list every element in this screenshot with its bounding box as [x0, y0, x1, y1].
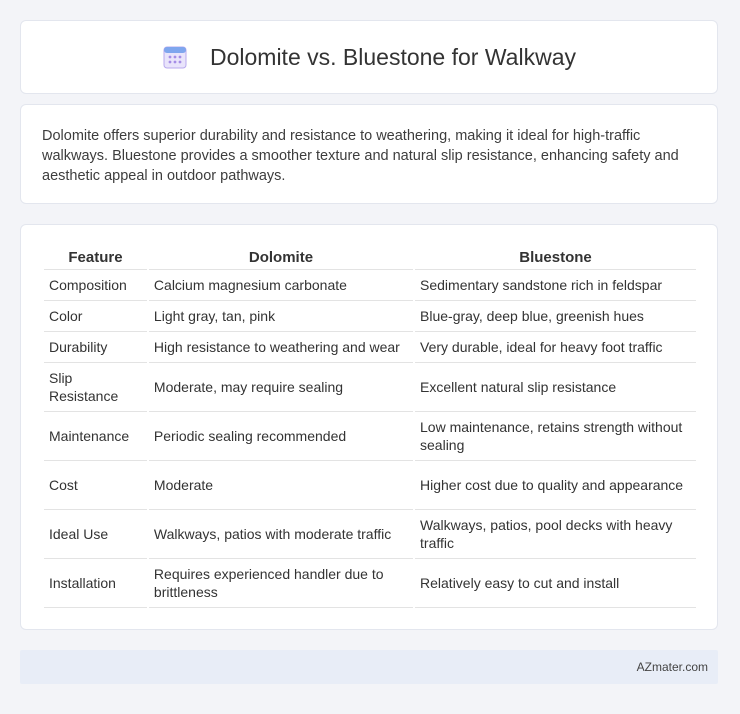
footer — [20, 650, 718, 684]
table-row — [44, 559, 696, 608]
feature-cell: Ideal Use — [44, 510, 147, 559]
feature-cell: Color — [44, 301, 147, 332]
feature-cell: Composition — [44, 270, 147, 301]
table-row — [44, 270, 696, 301]
table-header-row — [44, 243, 696, 270]
intro-card — [20, 104, 718, 204]
table-row — [44, 363, 696, 412]
table-row — [44, 412, 696, 461]
bluestone-cell: Higher cost due to quality and appearance — [415, 461, 696, 510]
table-row — [44, 301, 696, 332]
bluestone-cell: Low maintenance, retains strength without sealing — [415, 412, 696, 461]
table-row — [44, 461, 696, 510]
feature-cell: Durability — [44, 332, 147, 363]
feature-cell: Slip Resistance — [44, 363, 147, 412]
title-card — [20, 20, 718, 94]
calendar-icon — [162, 44, 188, 70]
dolomite-cell: Calcium magnesium carbonate — [149, 270, 413, 301]
bluestone-cell: Very durable, ideal for heavy foot traffic — [415, 332, 696, 363]
comparison-table — [42, 243, 698, 608]
header-dolomite: Dolomite — [149, 243, 413, 270]
feature-cell: Installation — [44, 559, 147, 608]
dolomite-cell: High resistance to weathering and wear — [149, 332, 413, 363]
header-bluestone: Bluestone — [415, 243, 696, 270]
feature-cell: Cost — [44, 461, 147, 510]
dolomite-cell: Periodic sealing recommended — [149, 412, 413, 461]
table-row — [44, 510, 696, 559]
dolomite-cell: Moderate, may require sealing — [149, 363, 413, 412]
dolomite-cell: Walkways, patios with moderate traffic — [149, 510, 413, 559]
dolomite-cell: Requires experienced handler due to brittleness — [149, 559, 413, 608]
bluestone-cell: Blue-gray, deep blue, greenish hues — [415, 301, 696, 332]
page-title: Dolomite vs. Bluestone for Walkway — [209, 43, 576, 70]
table-row — [44, 332, 696, 363]
dolomite-cell: Moderate — [149, 461, 413, 510]
footer-brand: AZmater.com — [636, 660, 708, 674]
header-feature: Feature — [44, 243, 147, 270]
dolomite-cell: Light gray, tan, pink — [149, 301, 413, 332]
intro-text: Dolomite offers superior durability and resistance to weathering, making it ideal for high-traffic walkways. Bluestone provides a smoother texture and natural slip resistance, enhancing safety and aesthetic appeal in outdoor pathways. — [42, 128, 679, 184]
feature-cell: Maintenance — [44, 412, 147, 461]
table-card — [20, 224, 718, 630]
bluestone-cell: Walkways, patios, pool decks with heavy traffic — [415, 510, 696, 559]
bluestone-cell: Excellent natural slip resistance — [415, 363, 696, 412]
bluestone-cell: Relatively easy to cut and install — [415, 559, 696, 608]
bluestone-cell: Sedimentary sandstone rich in feldspar — [415, 270, 696, 301]
